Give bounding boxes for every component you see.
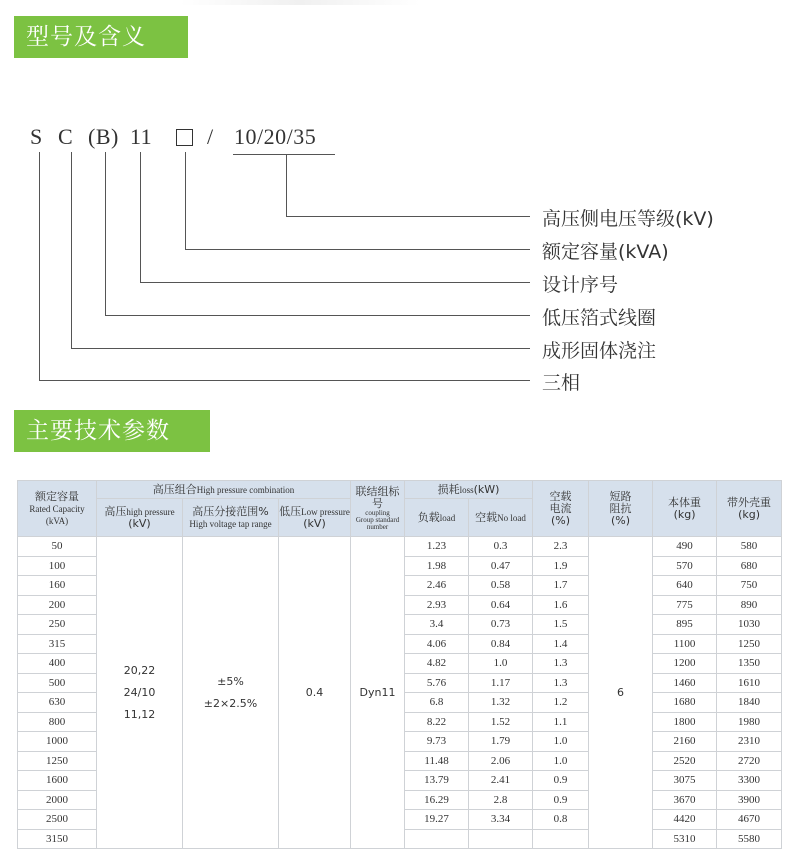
cell-body-weight: 1800 — [653, 712, 717, 732]
cell-load-loss: 13.79 — [405, 771, 469, 791]
cell-weight-with-case: 890 — [717, 595, 782, 615]
code-token-c: C — [58, 124, 74, 149]
cell-load-loss: 11.48 — [405, 751, 469, 771]
cell-capacity: 2000 — [18, 790, 97, 810]
leader-cast-h — [71, 348, 530, 349]
cell-body-weight: 895 — [653, 615, 717, 635]
desc-foil-winding: 低压箔式线圈 — [542, 307, 657, 329]
cell-weight-with-case: 580 — [717, 537, 782, 557]
desc-hv-voltage-level: 高压侧电压等级(kV) — [542, 208, 714, 230]
desc-cast-resin: 成形固体浇注 — [542, 340, 657, 362]
cell-capacity: 100 — [18, 556, 97, 576]
cell-no-load-loss: 1.79 — [469, 732, 533, 752]
cell-no-load-current: 0.8 — [533, 810, 589, 830]
cell-capacity: 2500 — [18, 810, 97, 830]
header-hv-combination: 高压组合High pressure combination — [97, 481, 351, 499]
cell-no-load-current: 1.0 — [533, 751, 589, 771]
cell-tap-range-merged — [183, 537, 279, 849]
cell-load-loss: 4.06 — [405, 634, 469, 654]
header-load-loss: 负载load — [405, 499, 469, 537]
cell-capacity: 200 — [18, 595, 97, 615]
cell-no-load-current: 1.6 — [533, 595, 589, 615]
code-token-slash: / — [207, 124, 214, 149]
cell-no-load-loss: 1.32 — [469, 693, 533, 713]
voltage-underline — [233, 154, 335, 155]
cell-no-load-loss: 1.17 — [469, 673, 533, 693]
cell-capacity: 500 — [18, 673, 97, 693]
cell-load-loss: 3.4 — [405, 615, 469, 635]
cell-body-weight: 640 — [653, 576, 717, 596]
cell-weight-with-case: 5580 — [717, 829, 782, 849]
cell-no-load-loss: 0.64 — [469, 595, 533, 615]
cell-load-loss — [405, 829, 469, 849]
leader-phase-h — [39, 380, 530, 381]
cell-weight-with-case: 1980 — [717, 712, 782, 732]
cell-weight-with-case: 750 — [717, 576, 782, 596]
header-tap-range: 高压分接范围% High voltage tap range — [183, 499, 279, 537]
cell-no-load-loss: 3.34 — [469, 810, 533, 830]
leader-foil-v — [105, 152, 106, 316]
cell-body-weight: 1100 — [653, 634, 717, 654]
code-token-voltage: 10/20/35 — [234, 124, 317, 149]
header-body-weight: 本体重 (kg) — [653, 481, 717, 537]
cell-body-weight: 1460 — [653, 673, 717, 693]
leader-voltage-v — [286, 155, 287, 217]
cell-weight-with-case: 3300 — [717, 771, 782, 791]
header-loss: 损耗loss(kW) — [405, 481, 533, 499]
leader-voltage-h — [286, 216, 530, 217]
cell-capacity: 160 — [18, 576, 97, 596]
cell-no-load-current — [533, 829, 589, 849]
header-impedance: 短路 阻抗 (%) — [589, 481, 653, 537]
cell-body-weight: 4420 — [653, 810, 717, 830]
cell-no-load-current: 1.2 — [533, 693, 589, 713]
cell-no-load-current: 1.9 — [533, 556, 589, 576]
cell-body-weight: 2160 — [653, 732, 717, 752]
desc-rated-capacity: 额定容量(kVA) — [542, 241, 669, 263]
cell-weight-with-case: 1840 — [717, 693, 782, 713]
cell-no-load-loss: 1.0 — [469, 654, 533, 674]
cell-high-pressure-merged — [97, 537, 183, 849]
leader-design-h — [140, 282, 530, 283]
top-separator — [180, 0, 420, 5]
cell-capacity: 3150 — [18, 829, 97, 849]
spec-table — [17, 480, 782, 849]
leader-cast-v — [71, 152, 72, 349]
leader-capacity-v — [185, 152, 186, 250]
cell-no-load-current: 1.4 — [533, 634, 589, 654]
cell-no-load-current: 0.9 — [533, 771, 589, 791]
code-token-s: S — [30, 124, 43, 149]
cell-no-load-current: 1.3 — [533, 654, 589, 674]
cell-capacity: 1250 — [18, 751, 97, 771]
cell-impedance-merged: 6 — [589, 537, 653, 849]
cell-no-load-loss: 0.58 — [469, 576, 533, 596]
cell-weight-with-case: 2720 — [717, 751, 782, 771]
cell-weight-with-case: 680 — [717, 556, 782, 576]
cell-body-weight: 570 — [653, 556, 717, 576]
cell-no-load-current: 1.3 — [533, 673, 589, 693]
cell-load-loss: 9.73 — [405, 732, 469, 752]
cell-capacity: 1000 — [18, 732, 97, 752]
header-weight-with-case: 带外壳重 (kg) — [717, 481, 782, 537]
cell-load-loss: 5.76 — [405, 673, 469, 693]
cell-no-load-loss: 2.06 — [469, 751, 533, 771]
table-row — [18, 537, 782, 557]
code-token-b: (B) — [88, 124, 119, 149]
header-capacity: 额定容量 Rated Capacity (kVA) — [18, 481, 97, 537]
cell-body-weight: 3670 — [653, 790, 717, 810]
cell-body-weight: 775 — [653, 595, 717, 615]
spec-table-body — [18, 537, 782, 849]
header-coupling: 联结组标号 coupling Group standard number — [351, 481, 405, 537]
high-pressure-value: 11,12 — [123, 707, 156, 721]
cell-no-load-loss: 0.73 — [469, 615, 533, 635]
cell-capacity: 250 — [18, 615, 97, 635]
cell-load-loss: 8.22 — [405, 712, 469, 732]
leader-phase-v — [39, 152, 40, 381]
leader-foil-h — [105, 315, 530, 316]
tap-range-value: ±5% — [217, 674, 244, 688]
main-tech-params-heading: 主要技术参数 — [14, 410, 210, 452]
cell-capacity: 50 — [18, 537, 97, 557]
code-token-11: 11 — [130, 124, 153, 149]
cell-load-loss: 19.27 — [405, 810, 469, 830]
cell-no-load-current: 0.9 — [533, 790, 589, 810]
high-pressure-value: 24/10 — [123, 685, 156, 699]
cell-weight-with-case: 4670 — [717, 810, 782, 830]
cell-weight-with-case: 2310 — [717, 732, 782, 752]
cell-body-weight: 3075 — [653, 771, 717, 791]
cell-capacity: 800 — [18, 712, 97, 732]
capacity-placeholder-box — [176, 129, 193, 146]
cell-no-load-current: 1.1 — [533, 712, 589, 732]
cell-body-weight: 1200 — [653, 654, 717, 674]
cell-weight-with-case: 1610 — [717, 673, 782, 693]
cell-load-loss: 2.93 — [405, 595, 469, 615]
header-low-pressure: 低压Low pressure (kV) — [279, 499, 351, 537]
cell-body-weight: 2520 — [653, 751, 717, 771]
cell-no-load-current: 1.7 — [533, 576, 589, 596]
cell-no-load-loss: 0.47 — [469, 556, 533, 576]
desc-design-serial: 设计序号 — [542, 274, 619, 296]
cell-body-weight: 1680 — [653, 693, 717, 713]
cell-no-load-current: 2.3 — [533, 537, 589, 557]
cell-load-loss: 2.46 — [405, 576, 469, 596]
cell-body-weight: 490 — [653, 537, 717, 557]
header-no-load-current: 空载 电流 (%) — [533, 481, 589, 537]
cell-no-load-loss: 0.3 — [469, 537, 533, 557]
cell-load-loss: 6.8 — [405, 693, 469, 713]
cell-load-loss: 4.82 — [405, 654, 469, 674]
cell-no-load-loss: 1.52 — [469, 712, 533, 732]
tap-range-value: ±2×2.5% — [203, 696, 258, 710]
cell-capacity: 400 — [18, 654, 97, 674]
cell-weight-with-case: 1030 — [717, 615, 782, 635]
cell-capacity: 315 — [18, 634, 97, 654]
high-pressure-value: 20,22 — [123, 663, 156, 677]
desc-three-phase: 三相 — [542, 372, 581, 394]
cell-weight-with-case: 1250 — [717, 634, 782, 654]
cell-capacity: 1600 — [18, 771, 97, 791]
cell-no-load-loss — [469, 829, 533, 849]
cell-body-weight: 5310 — [653, 829, 717, 849]
cell-no-load-current: 1.0 — [533, 732, 589, 752]
cell-load-loss: 1.98 — [405, 556, 469, 576]
cell-no-load-loss: 0.84 — [469, 634, 533, 654]
leader-design-v — [140, 152, 141, 283]
cell-low-pressure-merged: 0.4 — [279, 537, 351, 849]
cell-load-loss: 16.29 — [405, 790, 469, 810]
cell-weight-with-case: 1350 — [717, 654, 782, 674]
header-high-pressure: 高压high pressure (kV) — [97, 499, 183, 537]
cell-no-load-loss: 2.8 — [469, 790, 533, 810]
leader-capacity-h — [185, 249, 530, 250]
cell-capacity: 630 — [18, 693, 97, 713]
model-code-diagram — [0, 110, 790, 400]
header-no-load-loss: 空载No load — [469, 499, 533, 537]
cell-coupling-merged: Dyn11 — [351, 537, 405, 849]
cell-load-loss: 1.23 — [405, 537, 469, 557]
cell-no-load-loss: 2.41 — [469, 771, 533, 791]
model-meaning-heading: 型号及含义 — [14, 16, 188, 58]
cell-no-load-current: 1.5 — [533, 615, 589, 635]
cell-weight-with-case: 3900 — [717, 790, 782, 810]
